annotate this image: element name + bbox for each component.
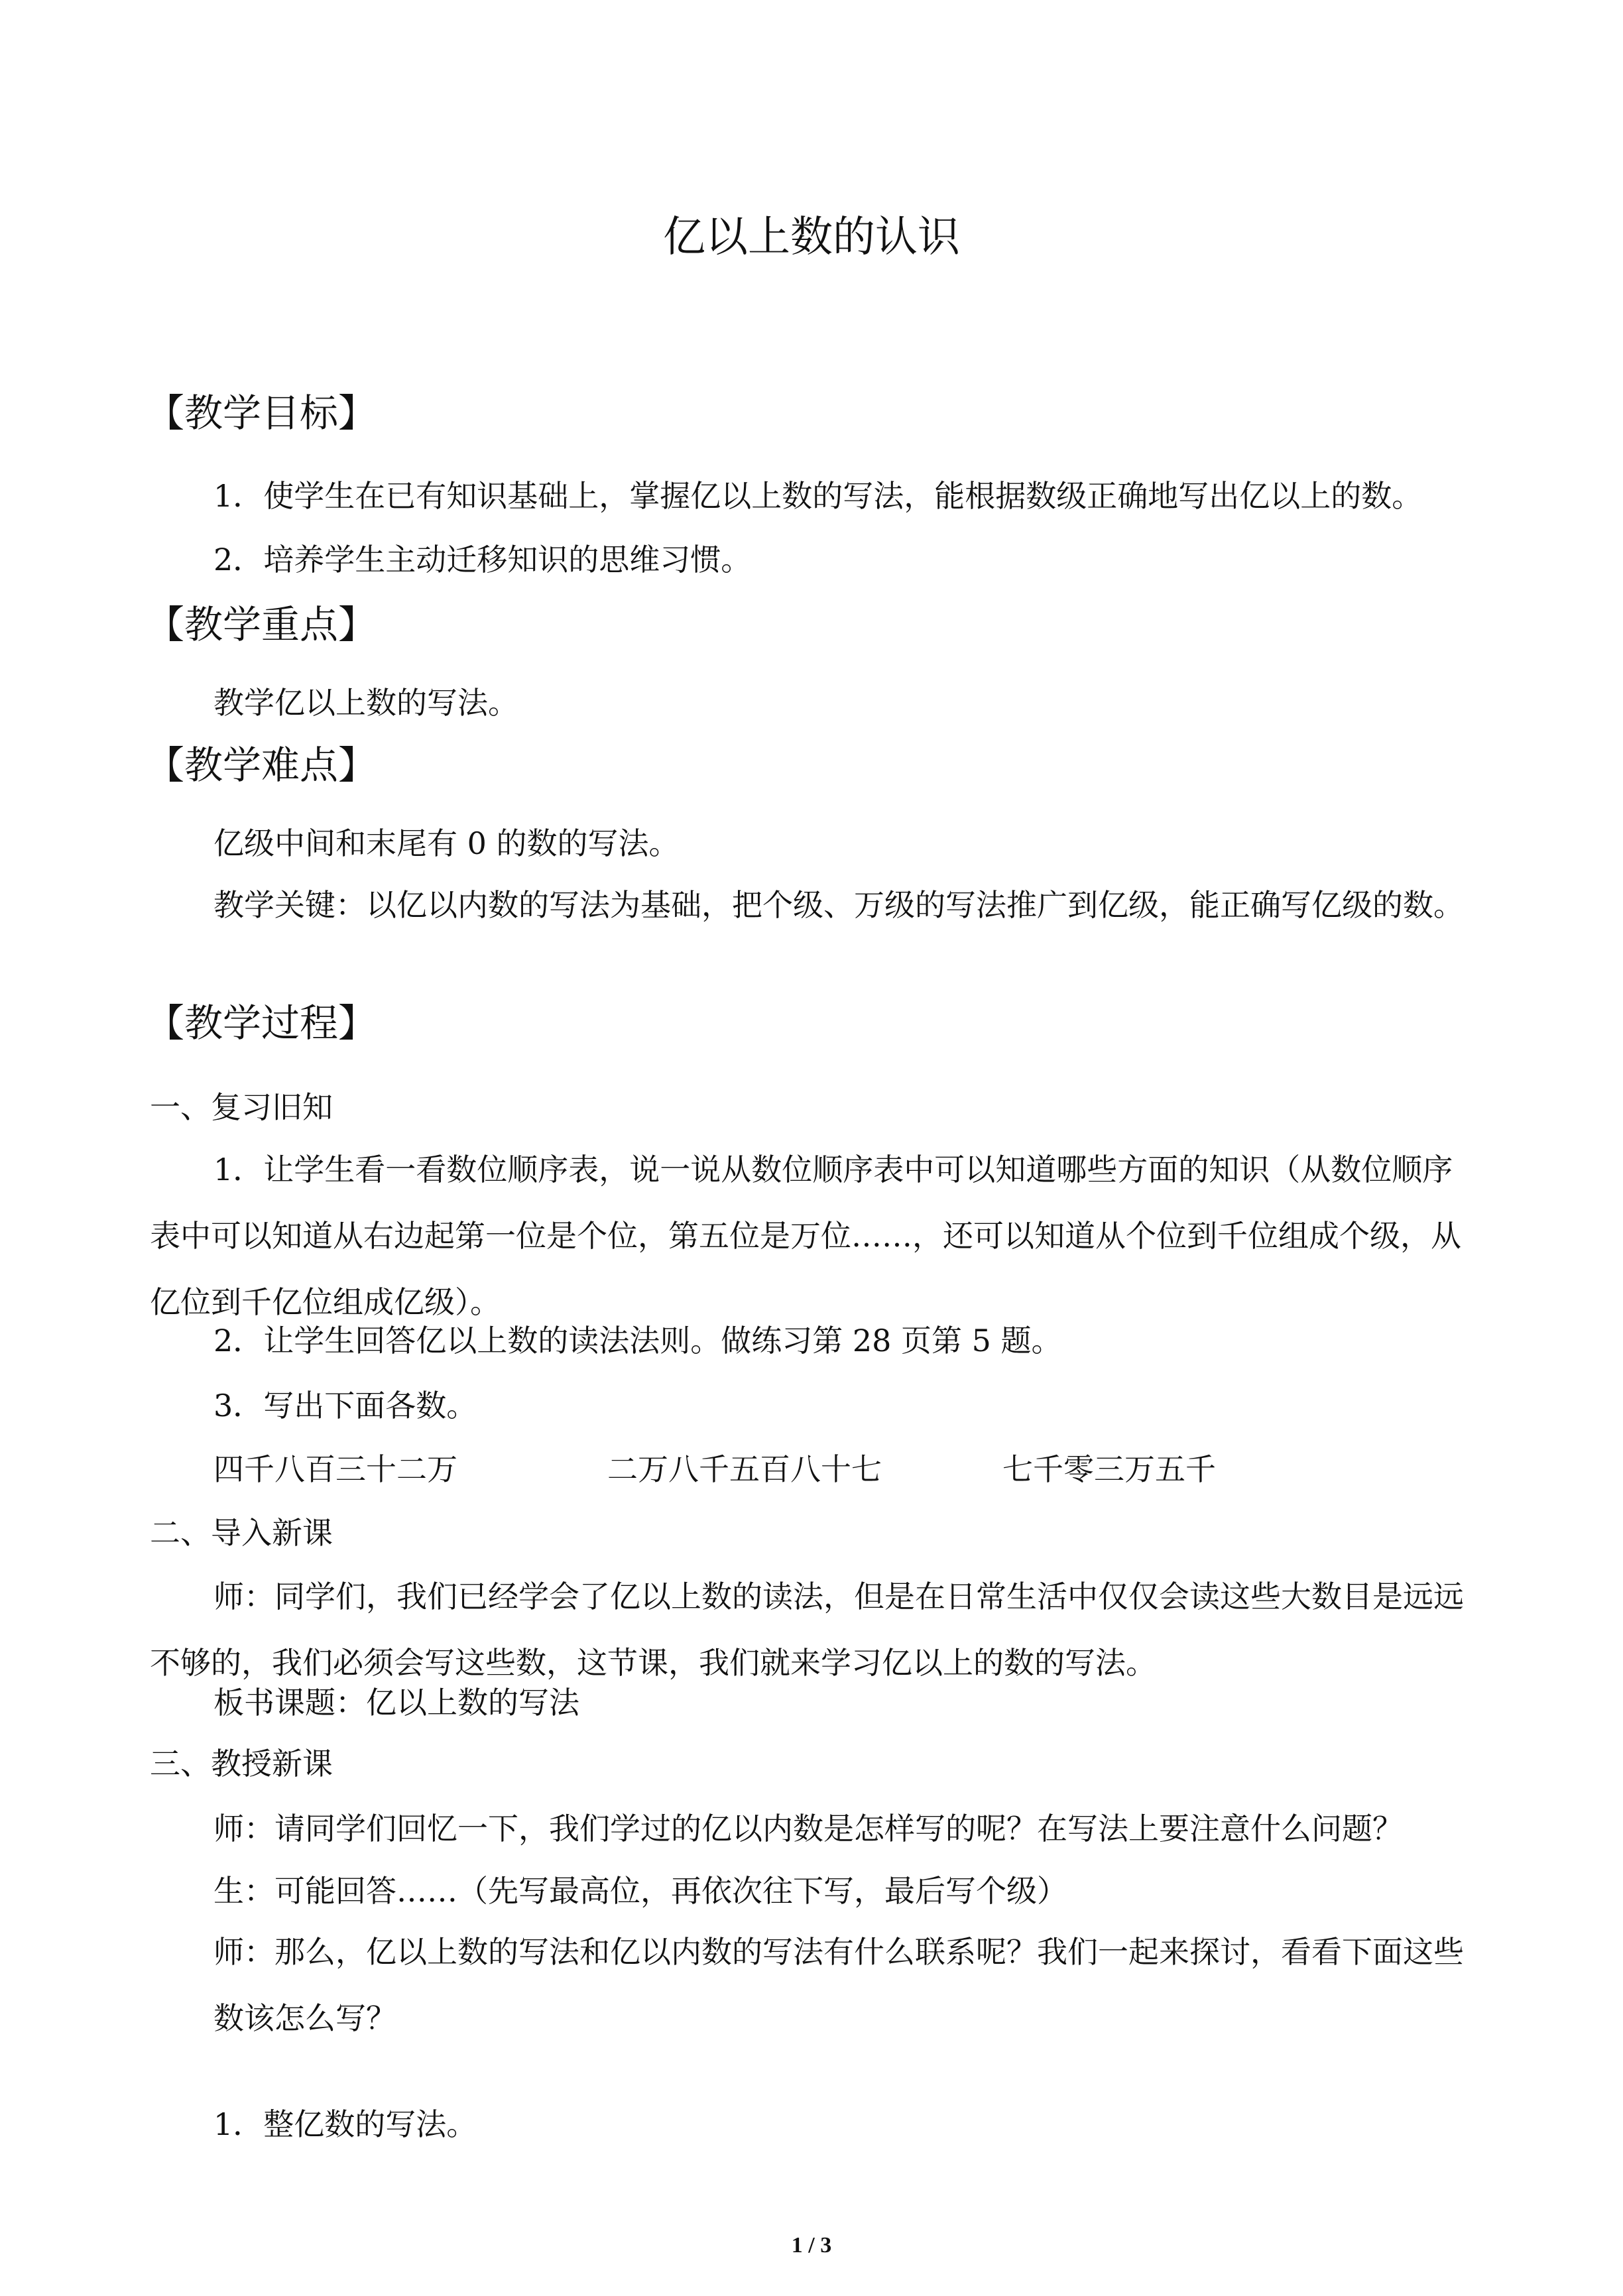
difficulties-text: 亿级中间和末尾有 0 的数的写法。 [213,825,680,861]
new-lesson-teacher-2: 师：那么，亿以上数的写法和亿以内数的写法有什么联系呢？我们一起来探讨，看看下面这些数该怎么写？ [213,1934,1464,2036]
new-lesson-item-1: 1．整亿数的写法。 [213,2106,477,2142]
new-lesson-heading: 三、教授新课 [150,1746,333,1782]
intro-teacher: 师：同学们，我们已经学会了亿以上数的读法，但是在日常生活中仅仅会读这些大数目是远远不够的，我们必须会写这些数，这节课，我们就来学习亿以上的数的写法。 [150,1579,1464,1681]
new-lesson-teacher-1: 师：请同学们回忆一下，我们学过的亿以内数是怎样写的呢？在写法上要注意什么问题？ [213,1811,1403,1846]
review-item-3: 3．写出下面各数。 [213,1388,477,1423]
new-lesson-student-1: 生：可能回答……（先写最高位，再依次往下写，最后写个级） [213,1873,1067,1909]
difficulties-key: 教学关键：以亿以内数的写法为基础，把个级、万级的写法推广到亿级，能正确写亿级的数。 [213,887,1464,923]
review-number: 二万八千五百八十七 [607,1451,882,1487]
objective-item-1: 1．使学生在已有知识基础上，掌握亿以上数的写法，能根据数级正确地写出亿以上的数。 [213,478,1423,514]
review-heading: 一、复习旧知 [150,1089,333,1125]
heading-key-points: 【教学重点】 [146,602,377,647]
intro-heading: 二、导入新课 [150,1515,333,1551]
heading-process: 【教学过程】 [146,1000,377,1046]
review-item-2: 2．让学生回答亿以上数的读法法则。做练习第 28 页第 5 题。 [213,1323,1062,1359]
heading-objectives: 【教学目标】 [146,391,377,436]
objective-item-2: 2．培养学生主动迁移知识的思维习惯。 [213,542,752,577]
page-number: 1 / 3 [791,2233,832,2258]
document-title: 亿以上数的认识 [663,213,960,262]
heading-difficulties: 【教学难点】 [146,743,377,788]
intro-board: 板书课题：亿以上数的写法 [213,1685,579,1721]
review-number: 七千零三万五千 [1002,1451,1216,1487]
key-points-text: 教学亿以上数的写法。 [213,685,518,721]
review-item-1: 1．让学生看一看数位顺序表，说一说从数位顺序表中可以知道哪些方面的知识（从数位顺序表中可以知道从右边起第一位是个位，第五位是万位……，还可以知道从个位到千位组成个级，从亿位到千亿位组成亿级）。 [150,1152,1461,1320]
review-number: 四千八百三十二万 [213,1451,457,1487]
